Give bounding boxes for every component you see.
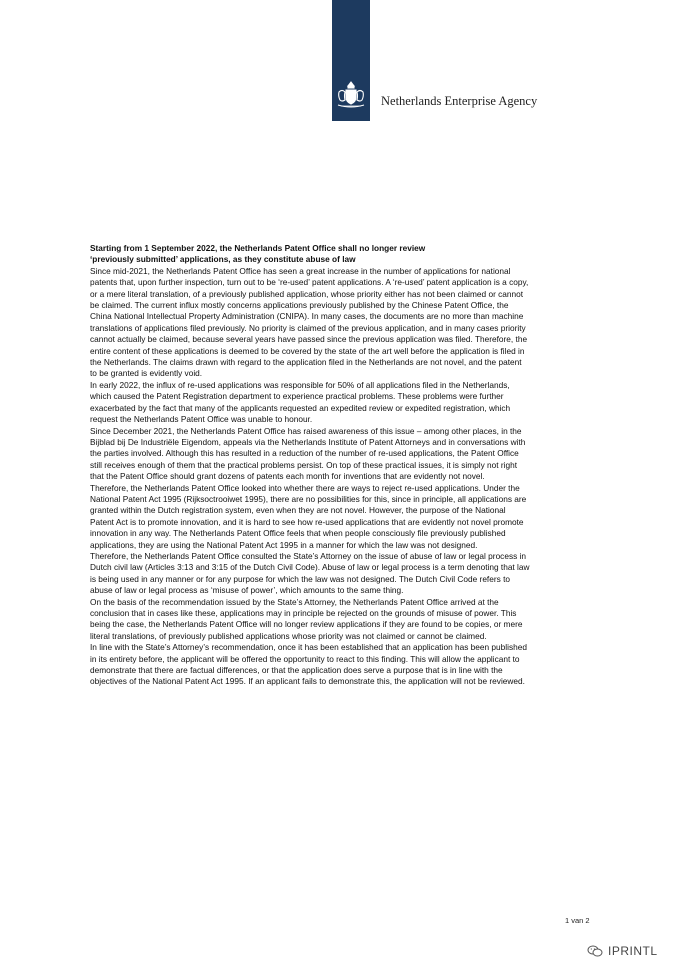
title-line-1: Starting from 1 September 2022, the Netherlands Patent Office shall no longer review (90, 243, 426, 253)
document-body (90, 243, 530, 688)
paragraph: Therefore, the Netherlands Patent Office looked into whether there are ways to reject re-used applications. Under the National Patent Act 1995 (Rijksoctrooiwet 1995), there are no possibilities for this, since in principle, all applications are granted within the Dutch registration system, even when they are not novel. However, the purpose of the National Patent Act is to promote innovation, and it is hard to see how re-used applications that are evidently not novel promote innovation in any way. The Netherlands Patent Office feels that when people consciously file previously published applications, they are using the National Patent Act 1995 in a manner for which the law was not designed. (90, 482, 527, 550)
wechat-icon (587, 945, 603, 957)
watermark-text: IPRINTL (608, 944, 658, 958)
title-line-2: ‘previously submitted’ applications, as they constitute abuse of law (90, 254, 356, 265)
watermark (587, 944, 658, 958)
document-title (90, 243, 530, 266)
royal-coat-of-arms-icon (335, 80, 367, 110)
page-number: 1 van 2 (565, 916, 590, 925)
paragraph: On the basis of the recommendation issued by the State’s Attorney, the Netherlands Patent Office arrived at the conclusion that in cases like these, applications may in principle be rejected on the grounds of misuse of power. This being the case, the Netherlands Patent Office will no longer review applications if they are found to be copies, or mere literal translations, of previously published applications whose priority was not claimed or cannot be claimed. (90, 596, 523, 641)
paragraph: In early 2022, the influx of re-used applications was responsible for 50% of all applications filed in the Netherlands, which caused the Patent Registration department to experience practical problems. These problems were further exacerbated by the fact that many of the applicants requested an expedited review or expedited registration, which request the Netherlands Patent Office was unable to honour. (90, 379, 511, 425)
agency-name: Netherlands Enterprise Agency (381, 94, 538, 108)
paragraph: Since December 2021, the Netherlands Patent Office has raised awareness of this issue – among other places, in the Bijblad bij De Industriële Eigendom, appeals via the Netherlands Institute of Patent Attorneys and in conversations with the parties involved. Although this has resulted in a reduction of the number of re-used applications, the Patent Office still receives enough of them that the practical problems persist. On top of these practical issues, it is simply not right that the Patent Office should grant dozens of patents each month for inventions that are evidently not novel. (90, 425, 526, 482)
agency-logo (332, 0, 370, 121)
paragraph: Since mid-2021, the Netherlands Patent Office has seen a great increase in the number of applications for national patents that, upon further inspection, turn out to be ‘re-used’ patent applications. A ‘re-used’ patent application is a copy, or a mere literal translation, of a previously published application, whose priority either has not been claimed or cannot be claimed. The current influx mostly concerns applications previously published by the Chinese Patent Office, the China National Intellectual Property Administration (CNIPA). In many cases, the documents are no more than machine translations of applications filed previously. No priority is claimed of the previous application, and in many cases priority cannot actually be claimed, because several years have passed since the previous application was filed. Therefore, the entire content of these applications is deemed to be covered by the state of the art well before the application is filed in the Netherlands. The claims drawn with regard to the application filed in the Netherlands are not novel, and the patent to be granted is evidently void. (90, 265, 529, 379)
paragraph: In line with the State’s Attorney’s recommendation, once it has been established that an application has been published in its entirety before, the applicant will be offered the opportunity to react to this finding. This will allow the applicant to demonstrate that there are factual differences, or that the application does serve a purpose that is in line with the objectives of the National Patent Act 1995. If an applicant fails to demonstrate this, the application will not be reviewed. (90, 642, 527, 687)
paragraph: Therefore, the Netherlands Patent Office consulted the State’s Attorney on the issue of abuse of law or legal process in Dutch civil law (Articles 3:13 and 3:15 of the Dutch Civil Code). Abuse of law or legal process is a term denoting that law is being used in any manner or for any purpose for which the law was not designed. The Dutch Civil Code refers to abuse of law or legal process as ‘misuse of power’, which amounts to the same thing. (90, 550, 530, 596)
